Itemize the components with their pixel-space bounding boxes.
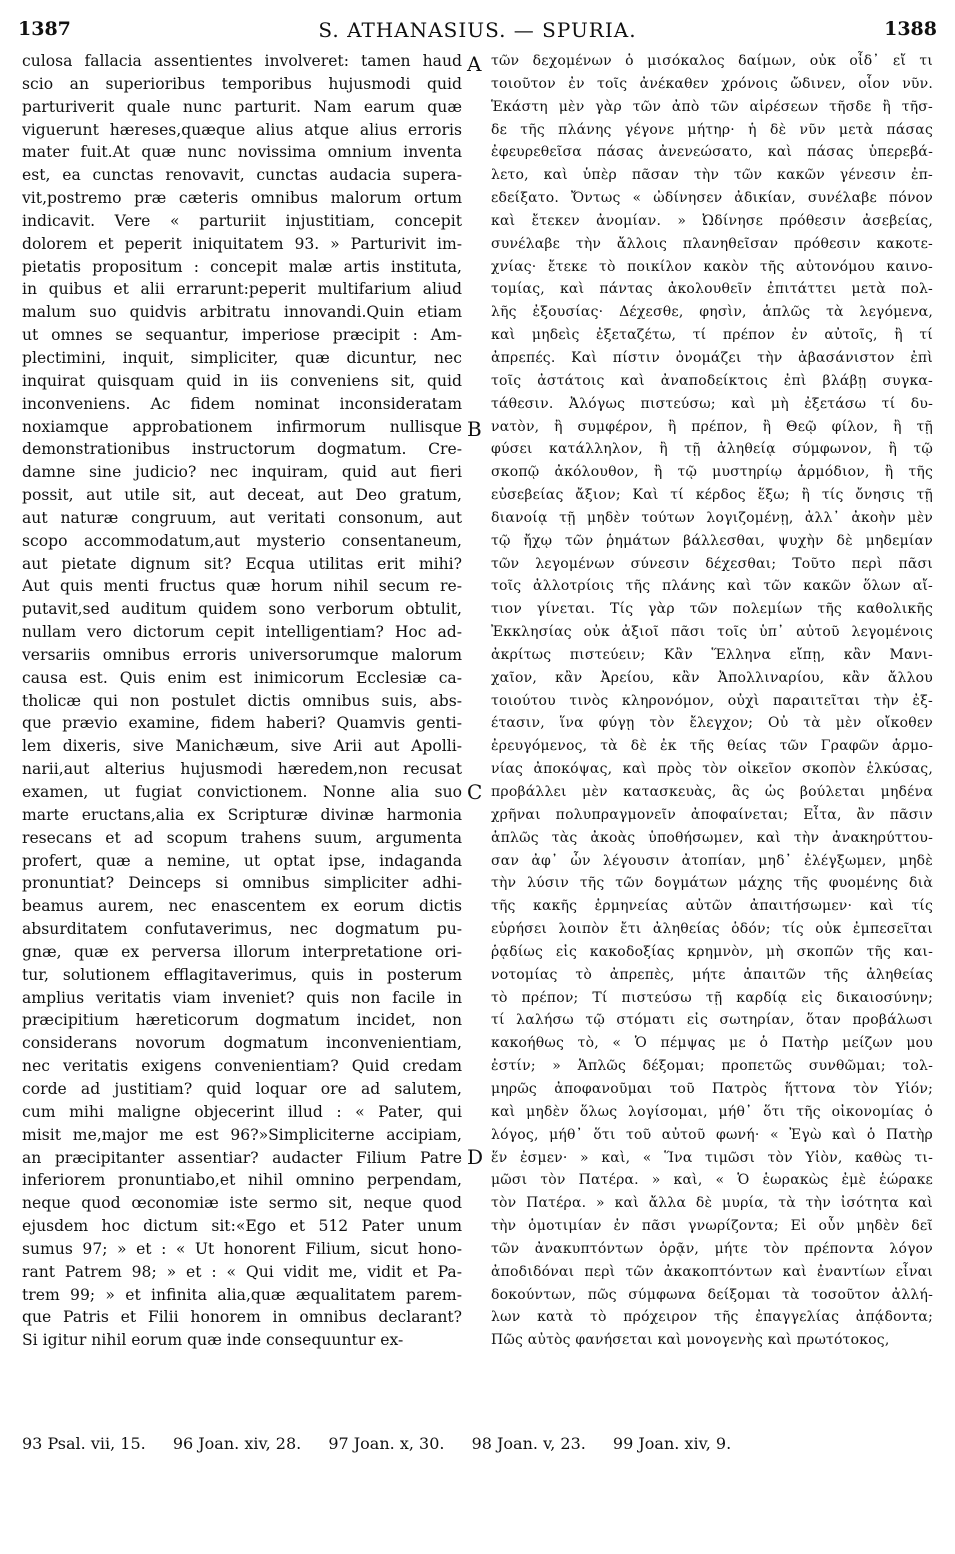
- greek-text-line: τοῖς ἀλλοτρίοις τῆς πλάνης καὶ τῶν κακῶν ὅλων αἴ-: [491, 578, 933, 595]
- greek-text-line: τῶν λεγομένων σύνεσιν δέχεσθαι; Τοῦτο περὶ πᾶσι: [491, 555, 933, 572]
- latin-text-line: præcipitium hæreticorum dogmatum incidet, non: [22, 1011, 462, 1030]
- page-header: [18, 14, 937, 44]
- greek-text-line: τοῖς ἀστάτοις καὶ ἀναποδείκτοις ἐπὶ βλάβῃ συγκα-: [491, 372, 933, 389]
- greek-text-line: ἕν ἐσμεν· » καὶ, « Ἵνα τιμῶσι τὸν Υἱὸν, καθὼς τι-: [491, 1149, 933, 1166]
- section-marker-b: B: [467, 417, 482, 441]
- section-marker-a: A: [467, 52, 482, 76]
- greek-text-line: χαῖον, κἂν Ἀρείου, κἂν Ἀπολλιναρίου, κἂν ἄλλου: [491, 669, 933, 686]
- latin-text-line: aut naturæ congruum, aut veritati consonum, aut: [22, 508, 462, 527]
- greek-text-line: τὴν ὁμοτιμίαν ἐν πᾶσι γνωρίζοντα; Εἰ οὖν μηδὲν δεῖ: [491, 1218, 933, 1235]
- greek-text-line: συνέλαβε τὴν ἄλλοις πλανηθεῖσαν πρόθεσιν κακοτε-: [491, 235, 933, 252]
- latin-text-line: indicavit. Vere « parturiit injustitiam, concepit: [22, 211, 462, 230]
- latin-text-line: in quibus et alii errarunt:peperit multifarium aliud: [22, 280, 462, 299]
- latin-text-line: scopo accommodatum,aut mysterio consentaneum,: [22, 531, 462, 550]
- greek-text-line: ἀπρεπές. Καὶ πίστιν ὀνομάζει τὴν ἀβασάνιστον ἐπὶ: [491, 349, 933, 366]
- latin-text-line: considerans novorum dogmatum inconvenientiam,: [22, 1034, 462, 1053]
- greek-text-line: λων κατὰ τὸ πρόχειρον τῆς ἐπαγγελίας ἀπᾴδοντα;: [491, 1309, 933, 1326]
- page-number-left: 1387: [18, 18, 71, 40]
- greek-column: [491, 50, 933, 1352]
- greek-text-line: τὸ πρέπον; Τί πιστεύσω τῇ καρδίᾳ εἰς δικαιοσύνην;: [491, 989, 933, 1006]
- greek-text-line: Ἐκκλησίας οὐκ ἀξιοῖ πᾶσι τοῖς ὑπ᾽ αὐτοῦ λεγομένοις: [491, 624, 933, 641]
- greek-text-line: καὶ μηδὲν ὅλως λογίσομαι, μήθ᾽ ὅτι τῆς οἰκονομίας ὁ: [491, 1103, 933, 1120]
- latin-text-line: sumus 97; » et : « Ut honorent Filium, sicut hono-: [22, 1239, 462, 1258]
- greek-text-line: λῆς ἐξουσίας· Δέχεσθε, φησὶν, ἁπλῶς τὰ λεγόμενα,: [491, 304, 933, 321]
- greek-text-line: καὶ ἔτεκεν ἀνομίαν. » Ὠδίνησε πρόθεσιν ἀσεβείας,: [491, 212, 933, 229]
- latin-text-line: que prævio examine, fidem haberi? Quamvis genti-: [22, 714, 462, 733]
- greek-text-line: προβάλλει μὲν κατασκευὰς, ἃς ὡς βούλεται μηδένα: [491, 784, 933, 800]
- latin-text-line: vit,postremo præ cæteris omnibus malorum ortum: [22, 189, 462, 208]
- latin-text-line: est, ea cunctas renovavit, cunctas audacia supera-: [22, 166, 462, 185]
- latin-text-line: absurditatem confutaverimus, nec dogmatum pu-: [22, 920, 462, 939]
- latin-text-line: que Patris et Filii honorem in omnibus declarant?: [22, 1308, 462, 1327]
- greek-text-line: ἐφευρεθεῖσα πάσας ἀνενεώσατο, καὶ πάσας ὑπερεβά-: [491, 144, 933, 161]
- latin-text-line: versariis omnibus erroris universorumque malorum: [22, 645, 462, 664]
- latin-text-line: tur, solutionem efflagitaverimus, quis in posterum: [22, 965, 462, 984]
- greek-text-line: σαν ἀφ᾽ ὧν λέγουσιν ἀτοπίαν, μηδ᾽ ἐλέγξωμεν, μηδὲ: [491, 852, 933, 869]
- greek-text-line: χρῆναι πολυπραγμονεῖν ἀποφαίνεται; Εἶτα, ἂν πᾶσιν: [491, 806, 933, 823]
- greek-text-line: ἁπλῶς τὰς ἀκοὰς ὑποθήσωμεν, καὶ τὴν ἀνακηρύττου-: [491, 829, 933, 846]
- footnote: 97 Joan. x, 30.: [328, 1434, 445, 1453]
- greek-text-line: τῶν ἀνακυπτόντων ὁρᾷν, μήτε τὸν πρέποντα λόγον: [491, 1240, 933, 1257]
- latin-text-line: neque quod œconomiæ iste sermo sit, neque quod: [22, 1194, 462, 1213]
- latin-text-line: noxiamque approbationem infirmorum nullisque: [22, 417, 462, 436]
- greek-text-line: εδείξατο. Ὄντως « ὠδίνησεν ἀδικίαν, συνέλαβε πόνον: [491, 190, 933, 207]
- latin-text-line: inferiorem pronuntiabo,et nihil omnino perpendam,: [22, 1171, 462, 1190]
- greek-text-line: μηρῶς ἀποφανοῦμαι τοῦ Πατρὸς ἥττονα τὸν Υἱόν;: [491, 1080, 933, 1097]
- latin-text-line: Si igitur nihil eorum quæ inde consequuntur ex-: [22, 1331, 404, 1350]
- footnote: 96 Joan. xiv, 28.: [172, 1434, 302, 1453]
- latin-text-line: putavit,sed auditum quidem sono verborum obtulit,: [22, 600, 462, 619]
- latin-text-line: nec veritatis exigens convenientiam? Quid credam: [22, 1057, 462, 1076]
- latin-text-line: tholicæ qui non postulet dictis omnibus suis, abs-: [22, 691, 462, 710]
- latin-text-line: rant Patrem 98; » et : « Qui vidit me, vidit et Pa-: [22, 1262, 462, 1281]
- footnote: 99 Joan. xiv, 9.: [612, 1434, 732, 1453]
- footnotes: [22, 1434, 933, 1453]
- latin-text-line: culosa fallacia assentientes involveret: tamen haud: [22, 52, 462, 70]
- latin-text-line: resecans et ad scopum trahens suum, argumenta: [22, 828, 462, 847]
- greek-text-line: εὐσεβείας ἄξιον; Καὶ τί κέρδος ἕξω; ἢ τίς ὄνησις τῇ: [491, 487, 933, 504]
- latin-text-line: parturiverit quale nunc parturit. Nam earum quæ: [22, 97, 462, 116]
- section-marker-c: C: [467, 780, 483, 804]
- greek-text-line: έτασιν, ἵνα φύγῃ τὸν ἔλεγχον; Οὐ τὰ μὲν οἴκοθεν: [491, 715, 933, 732]
- latin-text-line: malum suo quidvis arbitratu innovandi.Quin etiam: [22, 303, 462, 322]
- greek-text-line: τῶν δεχομένων ὁ μισόκαλος δαίμων, οὐκ οἶδ᾽ εἴ τι: [491, 53, 933, 69]
- latin-text-line: misit me,major me est 96?»Simpliciterne accipiam,: [22, 1125, 462, 1144]
- greek-text-line: φύσει κατάλληλον, ἢ τῇ ἀληθείᾳ σύμφωνον, ἢ τῷ: [491, 441, 933, 458]
- greek-text-line: λετο, καὶ ὑπὲρ πᾶσαν τὴν τῶν κακῶν γένεσιν ἐπ-: [491, 167, 933, 184]
- greek-text-line: τῷ ἤχῳ τῶν ῥημάτων βάλλεσθαι, ψυχὴν δὲ μηδεμίαν: [491, 532, 933, 549]
- latin-text-line: profert, quæ a nemine, ut optat ipse, indaganda: [22, 851, 462, 870]
- greek-text-line: κακοήθως τὸ, « Ὁ πέμψας με ὁ Πατὴρ μείζων μου: [491, 1035, 933, 1052]
- latin-text-line: nullam vero dictorum cepit intelligentiam? Hoc ad-: [22, 623, 462, 642]
- greek-text-line: Ἑκάστη μὲν γὰρ τῶν ἀπὸ τῶν αἱρέσεων τῆσδε ἢ τῆσ-: [491, 98, 933, 115]
- latin-text-line: trem 99; » et infinita alia,quæ æqualitatem parem-: [22, 1285, 462, 1304]
- latin-text-line: lem dixeris, sive Manichæum, sive Arii aut Apolli-: [22, 737, 462, 756]
- latin-text-line: inquirat quisquam quid in iis conveniens sit, quid: [22, 371, 462, 390]
- greek-text-line: ἀποδιδόναι περὶ τῶν ἀκακοπτόντων καὶ ἐναντίων εἶναι: [491, 1263, 933, 1280]
- latin-text-line: dolorem et peperit iniquitatem 93. » Parturivit im-: [22, 234, 462, 253]
- latin-text-line: ejusdem hoc dictum sit:«Ego et 512 Pater unum: [22, 1217, 462, 1236]
- latin-text-line: an præcipitanter assentiar? audacter Filium Patre: [22, 1148, 462, 1167]
- latin-text-line: mater fuit.At quæ nunc novissima omnium inventa: [22, 143, 462, 162]
- greek-text-line: τομίας, καὶ πάντας ἀκολουθεῖν ἐπιτάττει μετὰ πολ-: [491, 281, 933, 298]
- greek-text-line: τί λαλήσω τῷ στόματι εἰς σωτηρίαν, ὅταν προβάλωσι: [491, 1012, 933, 1029]
- greek-text-line: δοκούντων, πῶς σύμφωνα δείξομαι τὰ τοσοῦτον ἀλλή-: [491, 1286, 933, 1303]
- latin-text-line: cum mihi maligne objecerint illud : « Pater, qui: [22, 1102, 462, 1121]
- greek-text-line: δε τῆς πλάνης γέγονε μήτηρ· ἡ δὲ νῦν μετὰ πάσας: [491, 121, 933, 138]
- latin-text-line: Aut quis menti fructus quæ horum nihil secum re-: [22, 577, 462, 596]
- greek-text-line: νατὸν, ἢ συμφέρον, ἢ πρέπον, ἢ Θεῷ φίλον, ἢ τῇ: [491, 418, 933, 435]
- latin-text-line: aut pietate dignum sit? Ecqua utilitas erit mihi?: [22, 554, 462, 573]
- latin-text-line: inconveniens. Ac fidem nominat inconsideratam: [22, 394, 462, 413]
- greek-text-line: νίας ἀποκόψας, καὶ πρὸς τὸν οἰκεῖον σκοπὸν ἑλκύσας,: [491, 761, 933, 778]
- latin-text-line: causa est. Quis enim est inimicorum Ecclesiæ ca-: [22, 668, 462, 687]
- greek-text-line: τοιούτου τινὸς κληρονόμον, οὐχὶ παραιτεῖται τὴν ἐξ-: [491, 692, 933, 709]
- footnote: 98 Joan. v, 23.: [471, 1434, 586, 1453]
- latin-text-line: corde ad justitiam? quid loquar ore ad salutem,: [22, 1079, 462, 1098]
- greek-text-line: καὶ μηδεὶς ἐξεταζέτω, τί πρέπον ἐν αὐτοῖς, ἢ τί: [491, 327, 933, 344]
- latin-text-line: pronuntiat? Deinceps si omnibus simpliciter adhi-: [22, 874, 462, 893]
- latin-text-line: possit, aut utile sit, aut deceat, aut Deo gratum,: [22, 486, 462, 505]
- greek-text-line: ἀκρίτως πιστεύειν; Κἂν Ἕλληνα εἴπῃ, κἂν Μανι-: [491, 646, 933, 663]
- latin-text-line: amplius veritatis viam inveniet? quis non facile in: [22, 988, 462, 1007]
- greek-text-line: τοιοῦτον ἐν τοῖς ἀνέκαθεν χρόνοις ὤδινεν, οἷον νῦν.: [491, 75, 933, 92]
- greek-text-line: τὴν λύσιν τῆς τῶν δογμάτων μάχης τῆς φυομένης διὰ: [491, 875, 933, 892]
- latin-text-line: examen, ut fugiat convictionem. Nonne alia suo: [22, 783, 462, 801]
- running-title: S. ATHANASIUS. — SPURIA.: [318, 18, 637, 42]
- greek-text-line: τάθεσιν. Ἀλόγως πιστεύσω; καὶ μὴ ἐξετάσω τί δυ-: [491, 395, 933, 412]
- greek-text-line: ἐστίν; » Ἁπλῶς δέξομαι; προπετῶς συνθῶμαι; τολ-: [491, 1058, 933, 1075]
- greek-text-line: τῆς κακῆς ἑρμηνείας αὐτῶν ἀπαιτήσωμεν· καὶ τίς: [491, 898, 933, 915]
- greek-text-line: μῶσι τὸν Πατέρα. » καὶ, « Ὁ ἑωρακὼς ἐμὲ ἑώρακε: [491, 1172, 933, 1189]
- latin-text-line: narii,aut alterius hujusmodi hæredem,non recusat: [22, 760, 462, 779]
- greek-text-line: ῥᾳδίως εἰς κακοδοξίας κρημνὸν, μὴ σκοπῶν τῆς και-: [491, 943, 933, 960]
- latin-text-line: scio an superioribus temporibus hujusmodi quid: [22, 74, 462, 93]
- greek-text-line: χνίας· ἔτεκε τὸ ποικίλον κακὸν τῆς αὐτονόμου καινο-: [491, 258, 933, 275]
- footnote: 93 Psal. vii, 15.: [22, 1434, 146, 1453]
- greek-text-line: τιον γίνεται. Τίς γὰρ τῶν πολεμίων τῆς καθολικῆς: [491, 601, 933, 618]
- greek-text-line: τὸν Πατέρα. » καὶ ἄλλα δὲ μυρία, τὰ τὴν ἰσότητα καὶ: [491, 1195, 933, 1212]
- greek-text-line: σκοπῷ ἀκόλουθον, ἢ τῷ μυστηρίῳ ἁρμόδιον, ἢ τῆς: [491, 464, 933, 481]
- latin-text-line: demonstrationibus instructorum dogmatum. Cre-: [22, 440, 462, 459]
- greek-text-line: διανοίᾳ τῇ μηδὲν τούτων λογιζομένῃ, ἀλλ᾽ ἀκοὴν μὲν: [491, 509, 933, 526]
- latin-text-line: viguerunt hæreses,quæque alius atque alius erroris: [22, 120, 462, 139]
- latin-text-line: beamus aurem, nec enascentem ex eorum dictis: [22, 897, 462, 916]
- greek-text-line: λόγος, μήθ᾽ ὅτι τοῦ αὐτοῦ φωνή· « Ἐγὼ καὶ ὁ Πατὴρ: [491, 1126, 933, 1143]
- greek-text-line: εὑρήσει λοιπὸν ἔτι ἀληθείας ὁδόν; τίς οὐκ ἐμπεσεῖται: [491, 921, 933, 938]
- latin-text-line: gnæ, quæ ex perversa illorum interpretatione ori-: [22, 942, 462, 961]
- latin-text-line: marte eructans,alia ex Scripturæ divinæ harmonia: [22, 805, 462, 824]
- latin-text-line: pietatis propositum : concepit malæ artis instituta,: [22, 257, 462, 276]
- latin-text-line: ut omnes se sequantur, imperiose præcipit : Am-: [22, 326, 462, 345]
- greek-text-line: νοτομίας τὸ ἀπρεπὲς, μήτε ἀπαιτῶν τῆς ἀληθείας: [491, 966, 933, 983]
- greek-text-line: Πῶς αὐτὸς φανήσεται καὶ μονογενὴς καὶ πρωτότοκος,: [491, 1332, 890, 1349]
- latin-text-line: damne sine judicio? nec inquiram, quid aut fieri: [22, 463, 462, 482]
- section-marker-d: D: [467, 1145, 484, 1169]
- greek-text-line: ἐρευγόμενος, τὰ δὲ ἐκ τῆς θείας τῶν Γραφῶν ἁρμο-: [491, 738, 933, 755]
- latin-text-line: plectimini, inquit, simpliciter, quæ dicuntur, nec: [22, 348, 462, 367]
- page-number-right: 1388: [884, 18, 937, 40]
- latin-column: [22, 50, 462, 1352]
